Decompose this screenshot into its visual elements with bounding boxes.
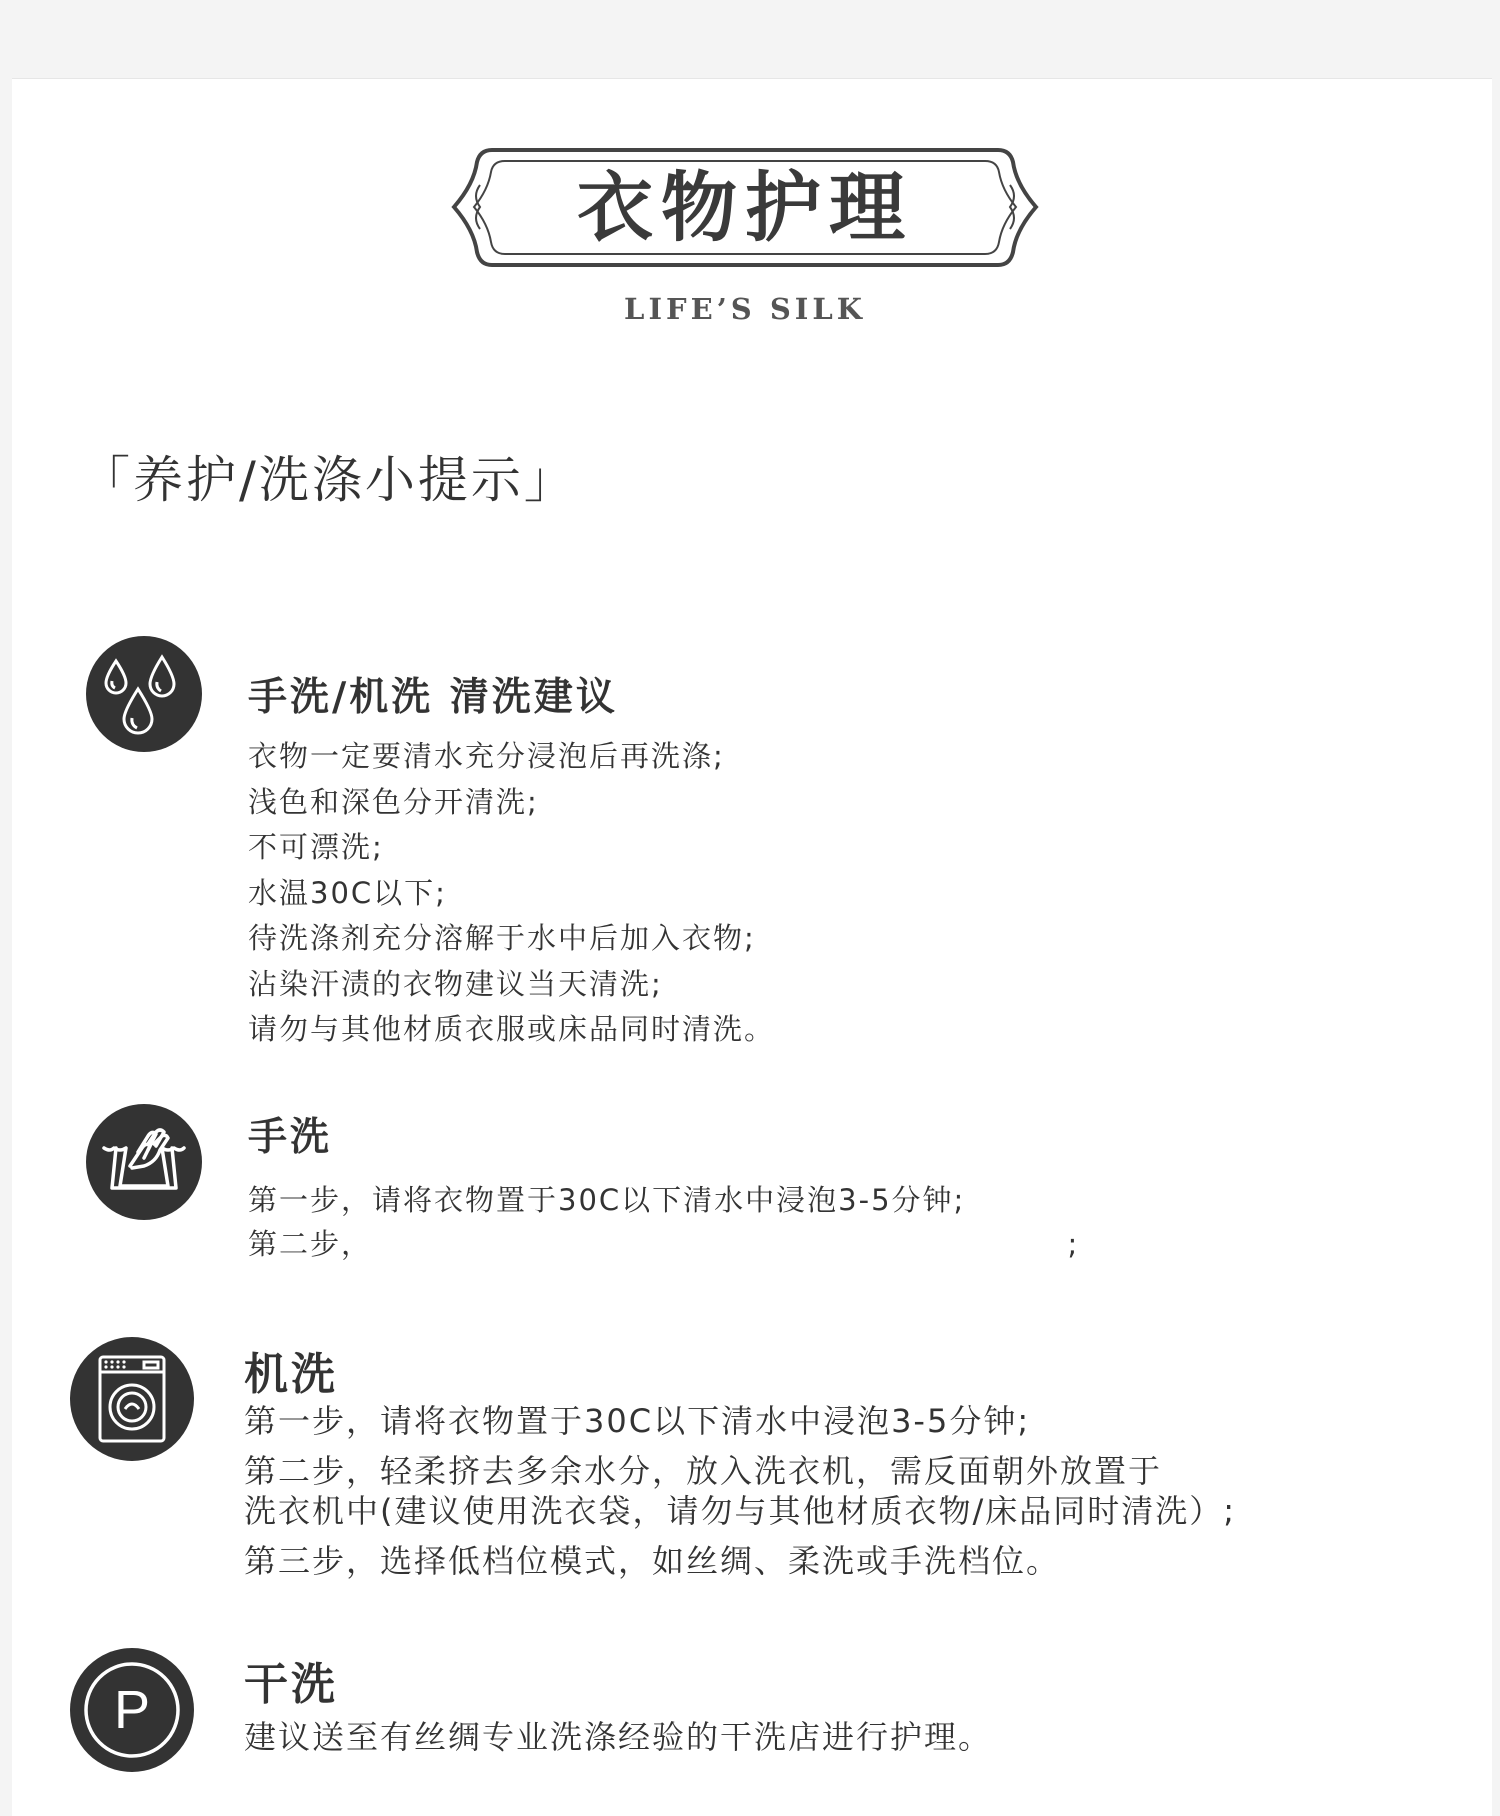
list-item: 洗衣机中(建议使用洗衣袋，请勿与其他材质衣物/床品同时清洗）; — [244, 1492, 1237, 1530]
water-drops-icon — [86, 636, 202, 752]
washing-machine-icon — [70, 1337, 194, 1461]
list-item: 第二步， ; — [248, 1227, 1080, 1261]
hand-wash-icon — [86, 1104, 202, 1220]
list-item: 水温30C以下; — [248, 875, 447, 910]
dry-clean-letter: P — [113, 1680, 151, 1740]
banner-title: 衣物护理 — [577, 163, 913, 252]
list-item: 待洗涤剂充分溶解于水中后加入衣物; — [248, 921, 756, 955]
dry-clean-title: 干洗 — [244, 1659, 338, 1710]
list-item: 不可漂洗; — [248, 830, 384, 864]
list-item: 请勿与其他材质衣服或床品同时清洗。 — [248, 1012, 776, 1046]
section-heading: 「养护/洗涤小提示」 — [80, 451, 577, 509]
dry-clean-text — [244, 1714, 992, 1760]
wash-advice-title: 手洗/机洗 清洗建议 — [248, 675, 618, 720]
title-banner — [450, 140, 1040, 275]
wash-advice-list — [248, 734, 775, 1053]
list-item: 建议送至有丝绸专业洗涤经验的干洗店进行护理。 — [244, 1718, 993, 1756]
hand-wash-steps — [248, 1178, 1079, 1266]
machine-wash-steps — [244, 1398, 1236, 1584]
machine-wash-title: 机洗 — [244, 1349, 338, 1400]
brand-name: LIFE’S SILK — [624, 292, 866, 326]
list-item: 第一步，请将衣物置于30C以下清水中浸泡3-5分钟; — [248, 1183, 966, 1217]
dry-clean-icon — [70, 1648, 194, 1772]
list-item: 第三步，选择低档位模式，如丝绸、柔洗或手洗档位。 — [244, 1542, 1061, 1580]
list-item: 沾染汗渍的衣物建议当天清洗; — [248, 966, 663, 1001]
hand-wash-title: 手洗 — [248, 1115, 333, 1160]
list-item: 第一步，请将衣物置于30C以下清水中浸泡3-5分钟; — [244, 1402, 1031, 1440]
list-item: 衣物一定要清水充分浸泡后再洗涤; — [248, 739, 725, 773]
list-item: 浅色和深色分开清洗; — [248, 784, 539, 819]
list-item: 第二步，轻柔挤去多余水分，放入洗衣机，需反面朝外放置于 — [244, 1452, 1163, 1490]
